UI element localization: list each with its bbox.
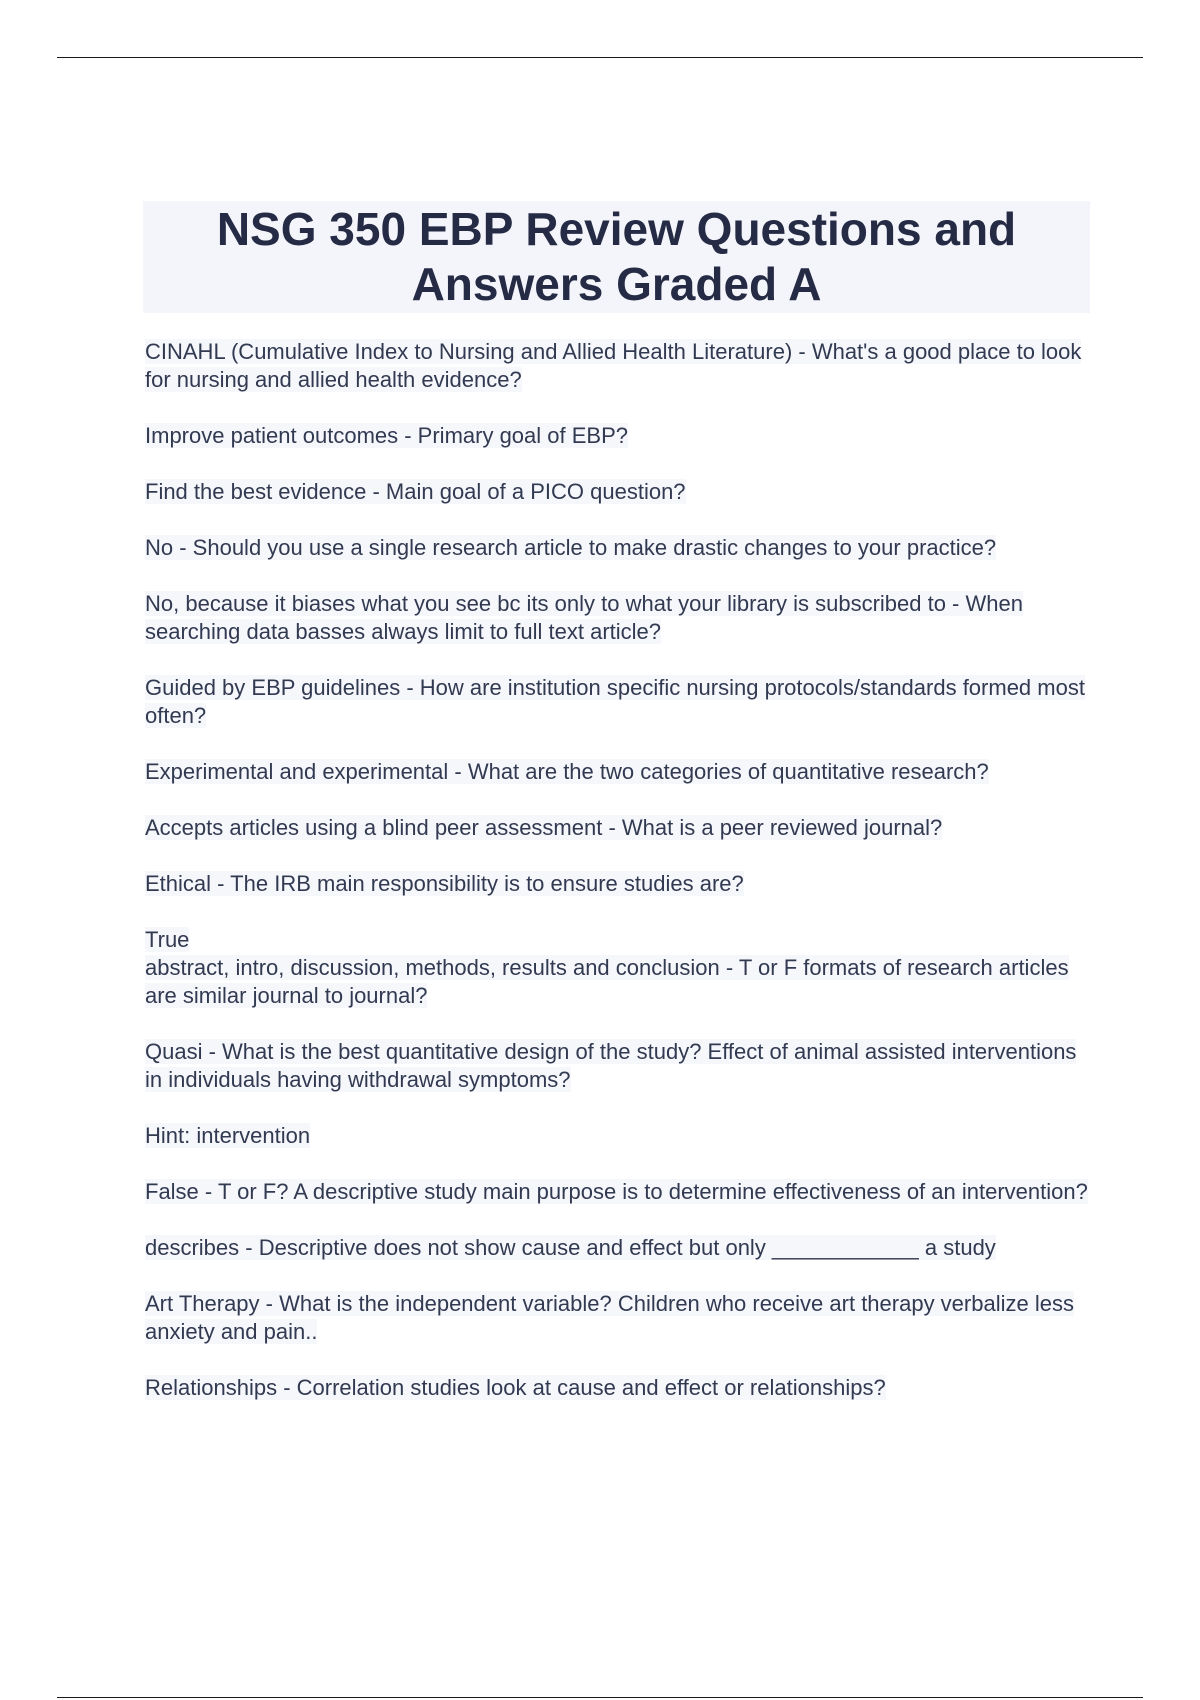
qa-item — [145, 478, 1090, 506]
qa-text: Quasi - What is the best quantitative design of the study? Effect of animal assisted interventions in individuals having withdrawal symptoms? — [145, 1039, 1077, 1092]
qa-item — [145, 590, 1090, 646]
qa-text: False - T or F? A descriptive study main purpose is to determine effectiveness of an intervention? — [145, 1179, 1088, 1204]
qa-item — [145, 534, 1090, 562]
qa-item — [145, 1122, 1090, 1150]
qa-text: Ethical - The IRB main responsibility is to ensure studies are? — [145, 871, 744, 896]
bottom-rule — [57, 1697, 1143, 1698]
qa-item — [145, 926, 1090, 1010]
qa-item — [145, 674, 1090, 730]
top-rule — [57, 57, 1143, 58]
qa-text: Relationships - Correlation studies look at cause and effect or relationships? — [145, 1375, 886, 1400]
qa-text: Hint: intervention — [145, 1123, 311, 1148]
title-block — [143, 201, 1090, 313]
qa-item — [145, 1374, 1090, 1402]
qa-text: Guided by EBP guidelines - How are institution specific nursing protocols/standards formed most often? — [145, 675, 1085, 728]
qa-item — [145, 870, 1090, 898]
qa-text: Find the best evidence - Main goal of a PICO question? — [145, 479, 686, 504]
qa-item — [145, 338, 1090, 394]
qa-item — [145, 1178, 1090, 1206]
qa-text: No, because it biases what you see bc its only to what your library is subscribed to - When searching data basses always limit to full text article? — [145, 591, 1023, 644]
qa-item — [145, 1038, 1090, 1094]
qa-text: Improve patient outcomes - Primary goal of EBP? — [145, 423, 628, 448]
qa-item — [145, 1290, 1090, 1346]
qa-item — [145, 814, 1090, 842]
document-title: NSG 350 EBP Review Questions and Answers Graded A — [216, 203, 1017, 310]
qa-text: CINAHL (Cumulative Index to Nursing and Allied Health Literature) - What's a good place to look for nursing and allied health evidence? — [145, 339, 1082, 392]
qa-text: Accepts articles using a blind peer assessment - What is a peer reviewed journal? — [145, 815, 943, 840]
qa-text: No - Should you use a single research article to make drastic changes to your practice? — [145, 535, 997, 560]
qa-text: Experimental and experimental - What are the two categories of quantitative research? — [145, 759, 989, 784]
qa-item — [145, 1234, 1090, 1262]
qa-item — [145, 758, 1090, 786]
qa-text: Art Therapy - What is the independent variable? Children who receive art therapy verbalize less anxiety and pain.. — [145, 1291, 1074, 1344]
qa-text: describes - Descriptive does not show cause and effect but only ____________ a study — [145, 1235, 996, 1260]
qa-text: True abstract, intro, discussion, methods, results and conclusion - T or F formats of research articles are similar journal to journal? — [145, 927, 1069, 1008]
qa-list — [145, 338, 1090, 1430]
qa-item — [145, 422, 1090, 450]
